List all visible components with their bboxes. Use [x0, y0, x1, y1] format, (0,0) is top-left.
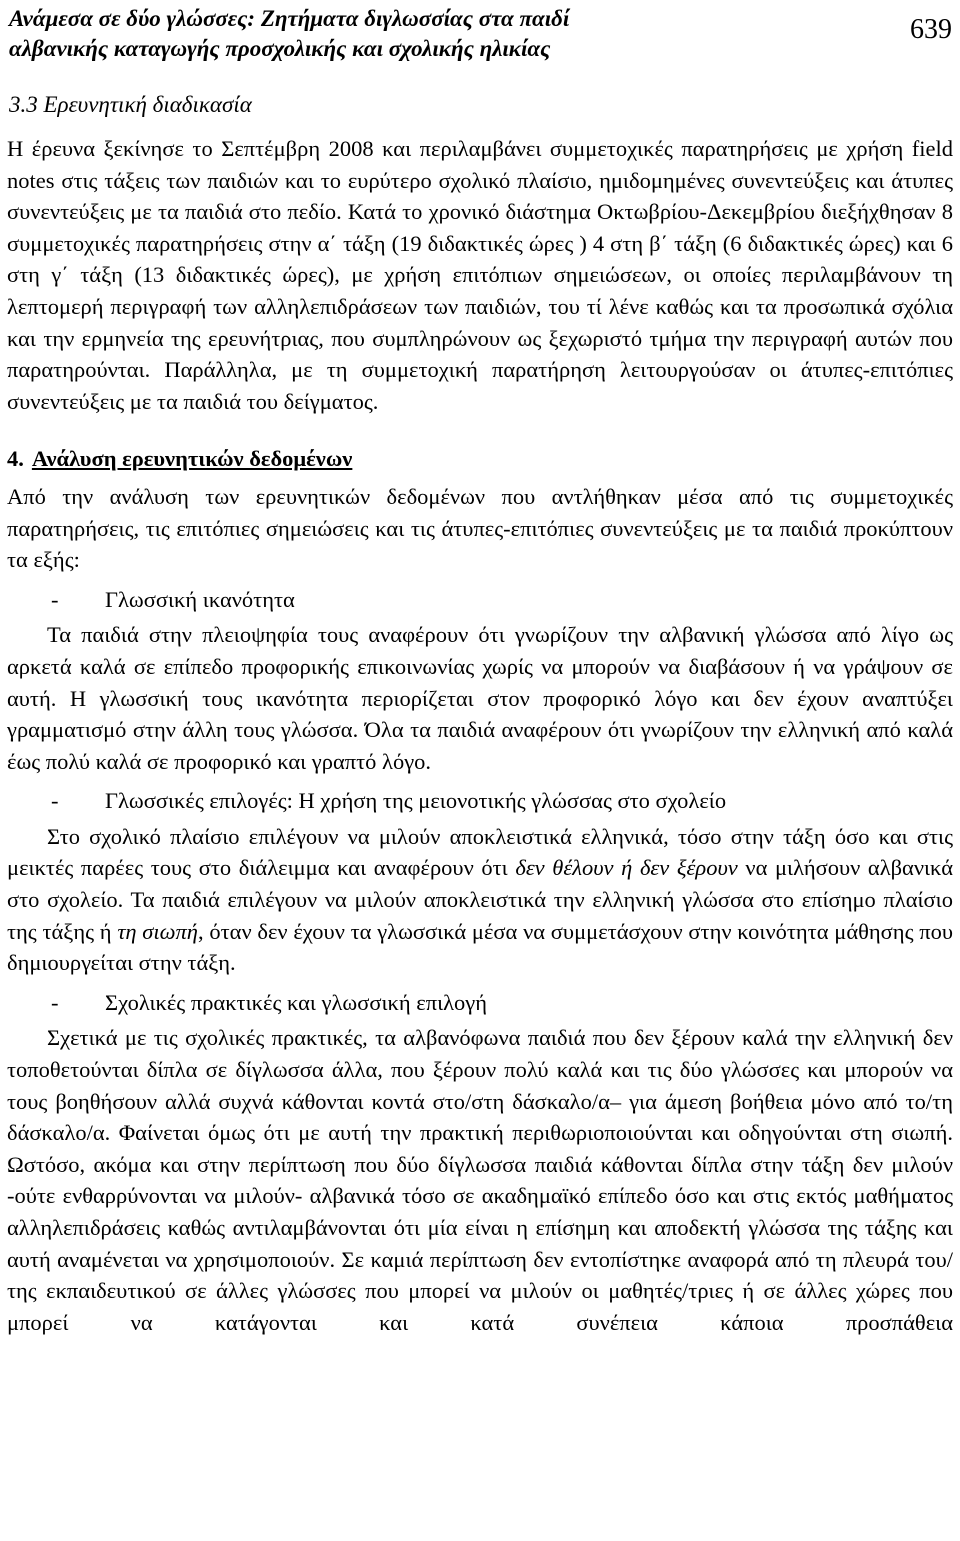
research-procedure-paragraph: Η έρευνα ξεκίνησε το Σεπτέμβρη 2008 και περιλαμβάνει συμμετοχικές παρατηρήσεις με χρήση field notes στις τάξεις των παιδιών και το ευρύτερο σχολικό πλαίσιο, ημιδομημένες συνεντεύξεις και άτυπες συνεντεύξεις με τα παιδιά στο πεδίο. Κατά το χρονικό διάστημα Οκτωβρίου-Δεκεμβρίου διεξήχθησαν 8 συμμετοχικές παρατηρήσεις στην α΄ τάξη (19 διδακτικές ώρες ) 4 στη β΄ τάξη (6 διδακτικές ώρες) και 6 στη γ΄ τάξη (13 διδακτικές ώρες), με χρήση επιτόπιων σημειώσεων, οι οποίες περιλαμβάνουν τη λεπτομερή περιγραφή των αλληλεπιδράσεων των παιδιών, του τί λένε καθώς και τα προσωπικά σχόλια και την ερμηνεία της ερευνήτριας, που συμπληρώνουν ως ξεχωριστό τμήμα την περιγραφή αυτών που παρατηρούνται. Παράλληλα, με τη συμμετοχική παρατήρηση λειτουργούσαν οι άτυπες-επιτόπιες συνεντεύξεις με τα παιδιά του δείγματος.: [7, 136, 953, 414]
dash-marker: -: [51, 989, 59, 1015]
language-choices-title: Γλωσσικές επιλογές: Η χρήση της μειονοτικής γλώσσας στο σχολείο: [105, 788, 727, 814]
section-4-number: 4.: [7, 446, 24, 472]
italic-quote: τη σιωπή: [117, 918, 198, 944]
school-practices-paragraph: Σχετικά με τις σχολικές πρακτικές, τα αλβανόφωνα παιδιά που δεν ξέρουν καλά την ελληνική δεν τοποθετούνται δίπλα σε δίγλωσσα άλλα, που ξέρουν πολύ καλά και τις δύο γλώσσες και μπορούν να τους βοηθήσουν αλλά συχνά κάθονται κοντά στο/στη δάσκαλο/α– για άμεση βοήθεια μόνο από το/τη δάσκαλο/α. Φαίνεται όμως ότι με αυτή την πρακτική περιθωριοποιούνται και οδηγούνται στη σιωπή. Ωστόσο, ακόμα και στην περίπτωση που δύο δίγλωσσα παιδιά κάθονται δίπλα στην τάξη δεν μιλούν -ούτε ενθαρρύνονται να μιλούν- αλβανικά τόσο σε ακαδημαϊκό επίπεδο όσο και στις εκτός μαθήματος αλληλεπιδράσεις καθώς αντιλαμβάνονται ότι μία είναι η επίσημη και αποδεκτή γλώσσα της τάξης και αυτή αναμένεται να χρησιμοποιούν. Σε καμιά περίπτωση δεν εντοπίστηκε αναφορά από τη πλευρά του/της εκπαιδευτικού σε άλλες γλώσσες που μπορεί να μιλούν οι μαθητές/τριες ή σε άλλες χώρες που μπορεί να κατάγονται και κατά συνέπεια κάποια προσπάθεια: [7, 1025, 953, 1335]
language-choices-paragraph: [7, 821, 953, 979]
page-number: 639: [910, 14, 952, 45]
dash-marker: -: [51, 586, 59, 612]
section-3-3-title: 3.3 Ερευνητική διαδικασία: [9, 92, 252, 117]
text-run: Στο σχολικό πλαίσιο επιλέγουν να μιλούν αποκλειστικά ελληνικά, τόσο στην τάξη όσο και στις μεικτές παρέες τους στο διάλειμμα και αναφέρουν ότι: [7, 823, 953, 881]
italic-quote: δεν θέλουν ή δεν ξέρουν: [515, 855, 738, 881]
body-content: [7, 133, 953, 1338]
running-header: [9, 4, 889, 64]
list-item-heading: [7, 584, 953, 616]
section-4-title: Ανάλυση ερευνητικών δεδομένων: [31, 446, 353, 472]
dash-marker: -: [51, 788, 59, 814]
header-title-line-2: αλβανικής καταγωγής προσχολικής και σχολικής ηλικίας: [9, 36, 551, 61]
header-title-line-1: Ανάμεσα σε δύο γλώσσες: Ζητήματα διγλωσσίας στα παιδί: [9, 6, 570, 31]
text-run: να μιλήσουν αλβανικά στο σχολείο. Τα παιδιά επιλέγουν να μιλούν αποκλειστικά την ελληνική γλώσσα στο επίσημο πλαίσιο της τάξης ή: [7, 855, 953, 944]
school-practices-title: Σχολικές πρακτικές και γλωσσική επιλογή: [105, 989, 488, 1015]
linguistic-competence-title: Γλωσσική ικανότητα: [105, 586, 295, 612]
analysis-intro-paragraph: Από την ανάλυση των ερευνητικών δεδομένων που αντλήθηκαν μέσα από τις συμμετοχικές παρατηρήσεις, τις επιτόπιες σημειώσεις και τις άτυπες-επιτόπιες συνεντεύξεις με τα παιδιά προκύπτουν τα εξής:: [7, 483, 953, 573]
list-item-heading: [7, 987, 953, 1019]
list-item-heading: [7, 785, 953, 817]
text-run: , όταν δεν έχουν τα γλωσσικά μέσα να συμμετάσχουν στην κοινότητα μάθησης που δημιουργείται στην τάξη.: [7, 918, 953, 976]
linguistic-competence-paragraph: Τα παιδιά στην πλειοψηφία τους αναφέρουν ότι γνωρίζουν την αλβανική γλώσσα από λίγο ως αρκετά καλά σε επίπεδο προφορικής επικοινωνίας χωρίς να μπορούν να διαβάσουν ή να γράψουν σε αυτή. Η γλωσσική τους ικανότητα περιορίζεται στον προφορικό λόγο και δεν έχουν αναπτύξει γραμματισμό στην άλλη τους γλώσσα. Όλα τα παιδιά αναφέρουν ότι γνωρίζουν την ελληνική από καλά έως πολύ καλά σε προφορικό και γραπτό λόγο.: [7, 622, 953, 774]
section-4-heading: [7, 443, 953, 475]
